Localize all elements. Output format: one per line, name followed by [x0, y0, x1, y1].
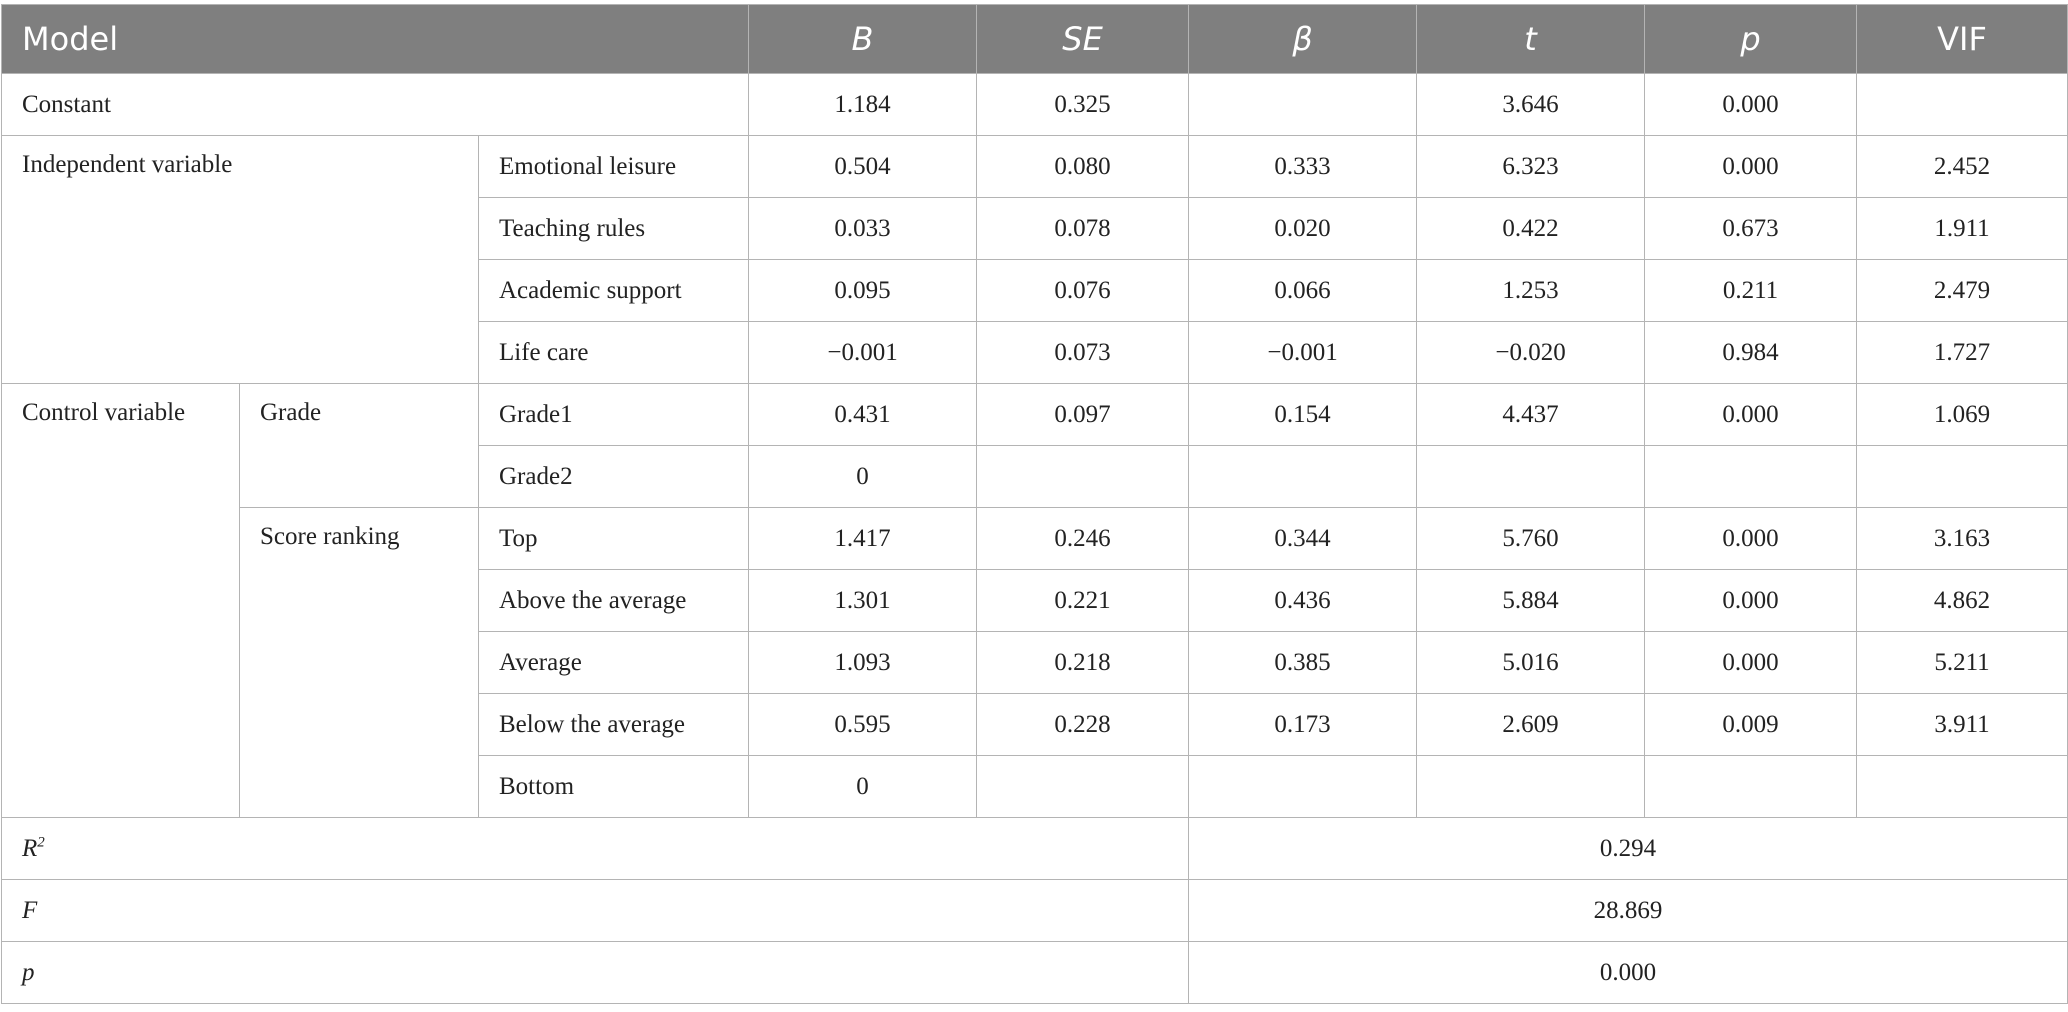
- variable-label: Life care: [479, 322, 749, 384]
- cell-beta: 0.154: [1189, 384, 1417, 446]
- independent-variable-label: Independent variable: [2, 136, 479, 384]
- cell-beta: 0.066: [1189, 260, 1417, 322]
- cell-p: 0.000: [1645, 570, 1857, 632]
- cell-t: [1417, 446, 1645, 508]
- cell-vif: [1857, 74, 2068, 136]
- table-row: [2, 384, 2068, 446]
- cell-t: 1.253: [1417, 260, 1645, 322]
- cell-beta: [1189, 756, 1417, 818]
- variable-label: Bottom: [479, 756, 749, 818]
- p-value: 0.000: [1189, 942, 2068, 1004]
- header-p: p: [1645, 5, 1857, 74]
- cell-b: −0.001: [749, 322, 977, 384]
- cell-beta: 0.173: [1189, 694, 1417, 756]
- cell-beta: 0.333: [1189, 136, 1417, 198]
- variable-label: Top: [479, 508, 749, 570]
- cell-b: 0.033: [749, 198, 977, 260]
- cell-se: 0.080: [977, 136, 1189, 198]
- cell-p: 0.000: [1645, 74, 1857, 136]
- r2-value: 0.294: [1189, 818, 2068, 880]
- summary-row-r2: [2, 818, 2068, 880]
- cell-b: 1.417: [749, 508, 977, 570]
- cell-b: 0: [749, 446, 977, 508]
- cell-vif: [1857, 756, 2068, 818]
- cell-b: 1.301: [749, 570, 977, 632]
- cell-beta: −0.001: [1189, 322, 1417, 384]
- cell-beta: 0.020: [1189, 198, 1417, 260]
- header-model: Model: [2, 5, 749, 74]
- cell-se: 0.228: [977, 694, 1189, 756]
- score-ranking-group-label: Score ranking: [240, 508, 479, 818]
- cell-t: 6.323: [1417, 136, 1645, 198]
- cell-se: 0.076: [977, 260, 1189, 322]
- cell-se: 0.073: [977, 322, 1189, 384]
- cell-beta: 0.436: [1189, 570, 1417, 632]
- variable-label: Grade1: [479, 384, 749, 446]
- header-se: SE: [977, 5, 1189, 74]
- constant-label: Constant: [2, 74, 749, 136]
- cell-t: 5.884: [1417, 570, 1645, 632]
- header-beta: β: [1189, 5, 1417, 74]
- cell-t: −0.020: [1417, 322, 1645, 384]
- r2-superscript: 2: [37, 834, 45, 851]
- variable-label: Academic support: [479, 260, 749, 322]
- cell-vif: 4.862: [1857, 570, 2068, 632]
- cell-beta: 0.344: [1189, 508, 1417, 570]
- cell-vif: 3.911: [1857, 694, 2068, 756]
- cell-vif: 2.479: [1857, 260, 2068, 322]
- cell-beta: [1189, 446, 1417, 508]
- cell-vif: [1857, 446, 2068, 508]
- table-row: [2, 74, 2068, 136]
- summary-row-p: [2, 942, 2068, 1004]
- table-row: [2, 136, 2068, 198]
- control-variable-label: Control variable: [2, 384, 240, 818]
- regression-table: [1, 4, 2068, 1004]
- cell-b: 1.184: [749, 74, 977, 136]
- cell-beta: [1189, 74, 1417, 136]
- r2-label-text: R: [22, 834, 38, 862]
- cell-p: 0.000: [1645, 632, 1857, 694]
- variable-label: Average: [479, 632, 749, 694]
- grade-group-label: Grade: [240, 384, 479, 508]
- summary-row-f: [2, 880, 2068, 942]
- cell-vif: 1.727: [1857, 322, 2068, 384]
- cell-p: 0.009: [1645, 694, 1857, 756]
- cell-b: 0: [749, 756, 977, 818]
- variable-label: Above the average: [479, 570, 749, 632]
- cell-se: 0.221: [977, 570, 1189, 632]
- cell-t: 0.422: [1417, 198, 1645, 260]
- table-row: [2, 508, 2068, 570]
- header-b: B: [749, 5, 977, 74]
- f-label: F: [2, 880, 1189, 942]
- cell-p: [1645, 756, 1857, 818]
- cell-t: 2.609: [1417, 694, 1645, 756]
- f-value: 28.869: [1189, 880, 2068, 942]
- cell-b: 1.093: [749, 632, 977, 694]
- variable-label: Emotional leisure: [479, 136, 749, 198]
- cell-se: 0.325: [977, 74, 1189, 136]
- header-vif: VIF: [1857, 5, 2068, 74]
- cell-vif: 1.911: [1857, 198, 2068, 260]
- variable-label: Grade2: [479, 446, 749, 508]
- cell-se: 0.218: [977, 632, 1189, 694]
- cell-p: 0.673: [1645, 198, 1857, 260]
- header-row: [2, 5, 2068, 74]
- cell-p: 0.000: [1645, 384, 1857, 446]
- cell-vif: 3.163: [1857, 508, 2068, 570]
- cell-se: 0.097: [977, 384, 1189, 446]
- cell-beta: 0.385: [1189, 632, 1417, 694]
- header-t: t: [1417, 5, 1645, 74]
- cell-t: 4.437: [1417, 384, 1645, 446]
- cell-se: [977, 756, 1189, 818]
- cell-t: 5.760: [1417, 508, 1645, 570]
- r2-label: [2, 818, 1189, 880]
- cell-se: 0.078: [977, 198, 1189, 260]
- cell-p: [1645, 446, 1857, 508]
- variable-label: Below the average: [479, 694, 749, 756]
- cell-p: 0.000: [1645, 136, 1857, 198]
- cell-se: 0.246: [977, 508, 1189, 570]
- cell-se: [977, 446, 1189, 508]
- cell-vif: 5.211: [1857, 632, 2068, 694]
- variable-label: Teaching rules: [479, 198, 749, 260]
- cell-p: 0.211: [1645, 260, 1857, 322]
- cell-b: 0.504: [749, 136, 977, 198]
- cell-p: 0.984: [1645, 322, 1857, 384]
- cell-t: [1417, 756, 1645, 818]
- cell-t: 3.646: [1417, 74, 1645, 136]
- cell-t: 5.016: [1417, 632, 1645, 694]
- cell-b: 0.431: [749, 384, 977, 446]
- cell-vif: 1.069: [1857, 384, 2068, 446]
- cell-vif: 2.452: [1857, 136, 2068, 198]
- cell-b: 0.595: [749, 694, 977, 756]
- cell-b: 0.095: [749, 260, 977, 322]
- cell-p: 0.000: [1645, 508, 1857, 570]
- p-label: p: [2, 942, 1189, 1004]
